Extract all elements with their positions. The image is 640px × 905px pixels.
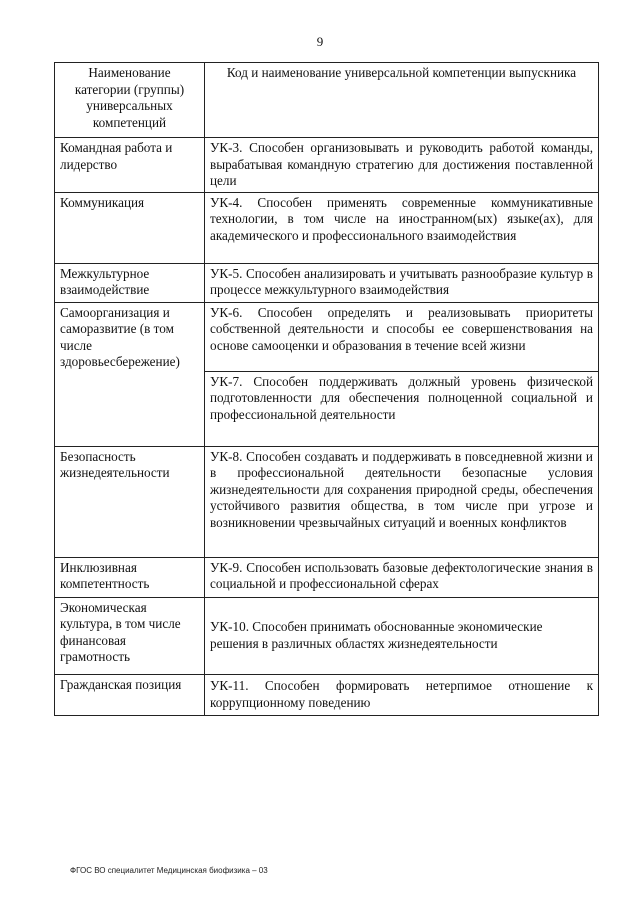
competence-cell: УК-3. Способен организовывать и руководить работой команды, вырабатывая командную стратегию для достижения поставленной цели	[205, 138, 599, 193]
header-category: Наименование категории (группы) универсальных компетенций	[55, 63, 205, 138]
competence-table	[54, 62, 599, 716]
category-cell: Межкультурное взаимодействие	[55, 263, 205, 302]
competence-cell: УК-5. Способен анализировать и учитывать разнообразие культур в процессе межкультурного взаимодействия	[205, 263, 599, 302]
category-cell: Инклюзивная компетентность	[55, 557, 205, 597]
category-cell: Экономическая культура, в том числе финансовая грамотность	[55, 597, 205, 674]
table-row	[55, 263, 599, 302]
table-header-row	[55, 63, 599, 138]
table-row	[55, 446, 599, 557]
competence-cell: УК-7. Способен поддерживать должный уровень физической подготовленности для обеспечения полноценной социальной и профессиональной деятельности	[205, 371, 599, 446]
competence-cell: УК-8. Способен создавать и поддерживать в повседневной жизни и в профессиональной деятельности безопасные условия жизнедеятельности для сохранения природной среды, обеспечения устойчивого развития общества, в том числе при угрозе и возникновении чрезвычайных ситуаций и военных конфликтов	[205, 446, 599, 557]
header-competence: Код и наименование универсальной компетенции выпускника	[205, 63, 599, 138]
competence-cell: УК-4. Способен применять современные коммуникативные технологии, в том числе на иностранном(ых) языке(ах), для академического и профессионального взаимодействия	[205, 192, 599, 263]
competence-cell: УК-6. Способен определять и реализовывать приоритеты собственной деятельности и способы ее совершенствования на основе самооценки и образования в течение всей жизни	[205, 302, 599, 371]
category-cell: Коммуникация	[55, 192, 205, 263]
competence-cell: УК-10. Способен принимать обоснованные экономические решения в различных областях жизнедеятельности	[205, 597, 599, 674]
category-cell: Командная работа и лидерство	[55, 138, 205, 193]
footer-text: ФГОС ВО специалитет Медицинская биофизика – 03	[70, 866, 268, 875]
competence-cell: УК-9. Способен использовать базовые дефектологические знания в социальной и профессиональной сферах	[205, 557, 599, 597]
table-row	[55, 557, 599, 597]
category-cell: Безопасность жизнедеятельности	[55, 446, 205, 557]
category-cell: Самоорганизация и саморазвитие (в том числе здоровьесбережение)	[55, 302, 205, 446]
table-row	[55, 302, 599, 371]
page-number: 9	[316, 34, 324, 49]
table-row	[55, 597, 599, 674]
competence-cell: УК-11. Способен формировать нетерпимое отношение к коррупционному поведению	[205, 674, 599, 715]
table-row	[55, 192, 599, 263]
category-cell: Гражданская позиция	[55, 674, 205, 715]
table-row	[55, 674, 599, 715]
table-row	[55, 138, 599, 193]
